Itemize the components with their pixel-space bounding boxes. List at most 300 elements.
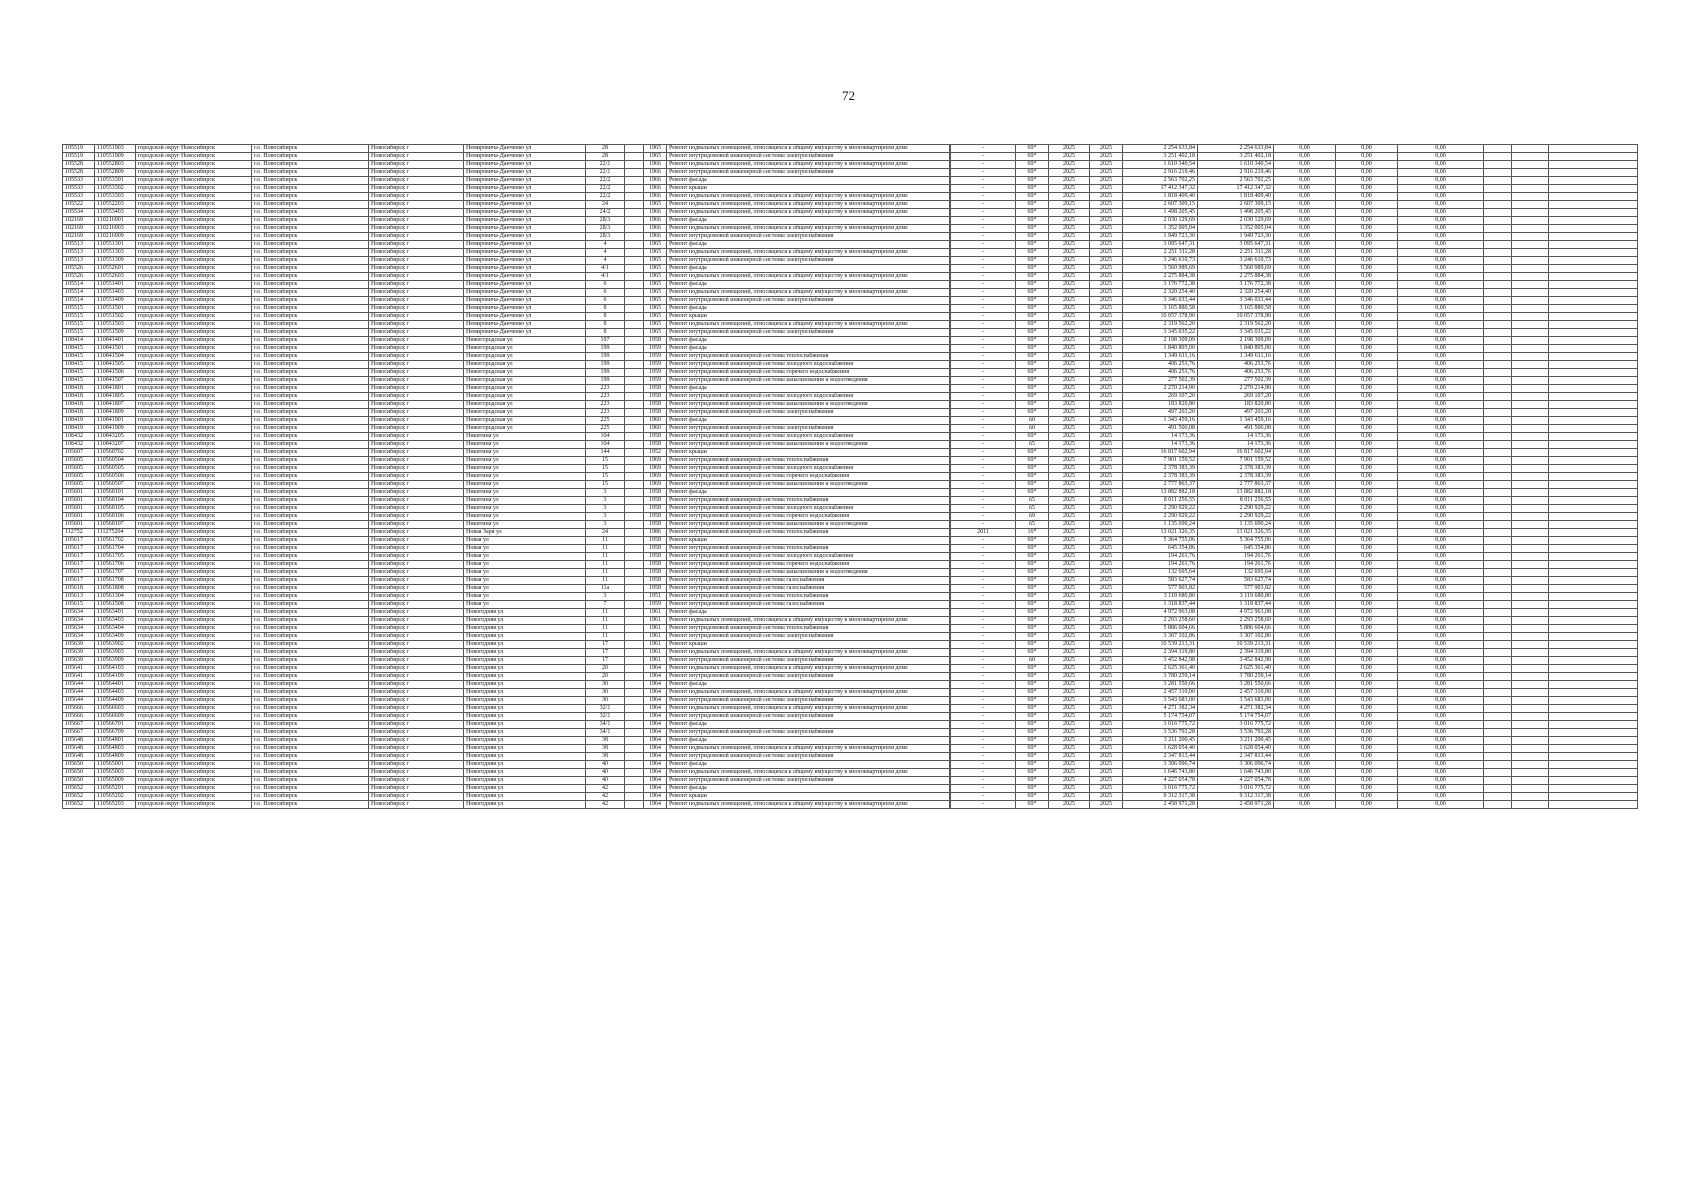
cell-fund-cost: 3 281 550,66 [1198,681,1274,689]
cell-work-id: 110565009 [95,777,136,785]
cell-extra-3 [1549,185,1638,193]
cell-work-type: Ремонт внутридомовой инженерной системы электроснабжения [667,697,950,705]
cell-municipal-district: городской округ Новосибирск [136,673,252,681]
cell-fund-cost: 4 972 963,08 [1198,609,1274,617]
cell-extra-1 [1484,745,1512,753]
cell-house-id: 105514 [63,281,95,289]
cell-building [625,353,644,361]
cell-street: Никитина ул [464,497,586,505]
cell-budget-regional: 0,00 [1336,193,1398,201]
cell-municipal-district: городской округ Новосибирск [136,281,252,289]
cell-house-id: 105601 [63,497,95,505]
cell-total-cost: 1 318 837,44 [1123,601,1198,609]
cell-plan-start-year: 2025 [1049,465,1090,473]
cell-house-id: 105639 [63,641,95,649]
cell-extra-3 [1549,665,1638,673]
cell-wear-percent: 69* [1016,681,1049,689]
cell-house-id: 112752 [63,529,95,537]
cell-house-number: 8 [586,329,625,337]
cell-house-number: 104 [586,433,625,441]
cell-building [625,729,644,737]
cell-extra-2 [1512,657,1549,665]
cell-work-type: Ремонт внутридомовой инженерной системы электроснабжения [667,729,950,737]
cell-wear-percent: 69* [1016,209,1049,217]
cell-extra-1 [1484,705,1512,713]
cell-plan-start-year: 2025 [1049,601,1090,609]
cell-plan-end-year: 2025 [1090,641,1123,649]
cell-build-year: 1958 [644,409,667,417]
cell-settlement: г.о. Новосибирск [252,673,369,681]
cell-settlement: г.о. Новосибирск [252,497,369,505]
cell-plan-start-year: 2025 [1049,257,1090,265]
cell-last-repair-year: - [951,761,1016,769]
cell-house-number: 6 [586,289,625,297]
table-row [63,177,1638,185]
table-row [63,641,1638,649]
cell-house-id: 108415 [63,345,95,353]
cell-street: Новогодняя ул [464,705,586,713]
cell-extra-2 [1512,321,1549,329]
cell-work-type: Ремонт внутридомовой инженерной системы электроснабжения [667,297,950,305]
cell-plan-end-year: 2025 [1090,553,1123,561]
cell-house-id: 105605 [63,473,95,481]
cell-wear-percent: 69* [1016,721,1049,729]
cell-municipal-district: городской округ Новосибирск [136,737,252,745]
cell-settlement: г.о. Новосибирск [252,617,369,625]
cell-budget-regional: 0,00 [1336,289,1398,297]
cell-building [625,761,644,769]
cell-wear-percent: 65 [1016,441,1049,449]
cell-locality: Новосибирск г [369,545,464,553]
cell-house-id: 108415 [63,361,95,369]
cell-plan-end-year: 2025 [1090,545,1123,553]
cell-fund-cost: 1 646 743,80 [1198,769,1274,777]
cell-building [625,145,644,153]
cell-extra-2 [1512,169,1549,177]
cell-settlement: г.о. Новосибирск [252,601,369,609]
cell-plan-end-year: 2025 [1090,449,1123,457]
cell-budget-local: 0,00 [1398,713,1484,721]
cell-settlement: г.о. Новосибирск [252,297,369,305]
cell-build-year: 1958 [644,489,667,497]
cell-building [625,585,644,593]
cell-build-year: 1966 [644,185,667,193]
cell-work-type: Ремонт крыши [667,641,950,649]
cell-work-id: 110843207 [95,441,136,449]
cell-extra-3 [1549,265,1638,273]
cell-last-repair-year: - [951,649,1016,657]
cell-municipal-district: городской округ Новосибирск [136,313,252,321]
cell-wear-percent: 69* [1016,713,1049,721]
cell-plan-end-year: 2025 [1090,737,1123,745]
cell-settlement: г.о. Новосибирск [252,281,369,289]
cell-street: Новогодняя ул [464,753,586,761]
cell-extra-1 [1484,481,1512,489]
cell-fund-cost: 277 502,39 [1198,377,1274,385]
cell-work-type: Ремонт фасада [667,241,950,249]
cell-extra-3 [1549,281,1638,289]
cell-municipal-district: городской округ Новосибирск [136,473,252,481]
cell-budget-regional: 0,00 [1336,513,1398,521]
cell-budget-federal: 0,00 [1274,793,1336,801]
cell-plan-end-year: 2025 [1090,745,1123,753]
cell-street: Новая ул [464,601,586,609]
cell-house-number: 144 [586,449,625,457]
cell-house-id: 105528 [63,169,95,177]
cell-fund-cost: 3 016 775,72 [1198,785,1274,793]
cell-budget-federal: 0,00 [1274,593,1336,601]
cell-budget-local: 0,00 [1398,609,1484,617]
cell-municipal-district: городской округ Новосибирск [136,689,252,697]
cell-build-year: 1958 [644,337,667,345]
cell-budget-local: 0,00 [1398,649,1484,657]
cell-wear-percent: 69* [1016,761,1049,769]
cell-building [625,225,644,233]
cell-work-type: Ремонт фасада [667,737,950,745]
cell-locality: Новосибирск г [369,313,464,321]
cell-plan-start-year: 2025 [1049,553,1090,561]
cell-extra-1 [1484,465,1512,473]
cell-settlement: г.о. Новосибирск [252,185,369,193]
cell-building [625,801,644,809]
cell-house-id: 105613 [63,593,95,601]
cell-budget-local: 0,00 [1398,529,1484,537]
cell-plan-start-year: 2025 [1049,425,1090,433]
cell-settlement: г.о. Новосибирск [252,505,369,513]
cell-budget-regional: 0,00 [1336,369,1398,377]
cell-plan-end-year: 2025 [1090,769,1123,777]
cell-fund-cost: 16 817 602,94 [1198,449,1274,457]
cell-budget-federal: 0,00 [1274,249,1336,257]
cell-work-id: 110551409 [95,297,136,305]
cell-house-number: 15 [586,473,625,481]
cell-house-id: 105522 [63,201,95,209]
cell-settlement: г.о. Новосибирск [252,521,369,529]
cell-fund-cost: 1 610 340,54 [1198,161,1274,169]
cell-extra-1 [1484,385,1512,393]
cell-street: Новогодняя ул [464,721,586,729]
cell-fund-cost: 5 886 604,66 [1198,625,1274,633]
cell-house-number: 4/1 [586,273,625,281]
cell-extra-3 [1549,793,1638,801]
cell-extra-2 [1512,793,1549,801]
cell-street: Новогодняя ул [464,689,586,697]
cell-extra-3 [1549,393,1638,401]
cell-locality: Новосибирск г [369,617,464,625]
cell-building [625,385,644,393]
cell-street: Немировича-Данченко ул [464,169,586,177]
cell-work-type: Ремонт крыши [667,449,950,457]
cell-plan-end-year: 2025 [1090,457,1123,465]
cell-extra-2 [1512,729,1549,737]
cell-building [625,377,644,385]
cell-house-id: 105652 [63,801,95,809]
cell-settlement: г.о. Новосибирск [252,193,369,201]
cell-fund-cost: 3 780 259,14 [1198,673,1274,681]
cell-municipal-district: городской округ Новосибирск [136,185,252,193]
cell-wear-percent: 69* [1016,161,1049,169]
cell-settlement: г.о. Новосибирск [252,681,369,689]
cell-budget-regional: 0,00 [1336,505,1398,513]
cell-plan-end-year: 2025 [1090,785,1123,793]
cell-municipal-district: городской округ Новосибирск [136,465,252,473]
cell-wear-percent: 69* [1016,337,1049,345]
cell-total-cost: 13 021 326,35 [1123,529,1198,537]
cell-fund-cost: 5 364 755,06 [1198,537,1274,545]
cell-municipal-district: городской округ Новосибирск [136,457,252,465]
cell-plan-end-year: 2025 [1090,425,1123,433]
cell-budget-regional: 0,00 [1336,433,1398,441]
cell-house-number: 22/1 [586,169,625,177]
cell-last-repair-year: - [951,625,1016,633]
cell-extra-2 [1512,713,1549,721]
table-row [63,385,1638,393]
cell-extra-2 [1512,177,1549,185]
cell-house-id: 105666 [63,713,95,721]
cell-settlement: г.о. Новосибирск [252,169,369,177]
cell-budget-local: 0,00 [1398,401,1484,409]
cell-settlement: г.о. Новосибирск [252,793,369,801]
cell-work-type: Ремонт внутридомовой инженерной системы электроснабжения [667,153,950,161]
cell-building [625,793,644,801]
cell-total-cost: 1 949 723,30 [1123,233,1198,241]
table-row [63,697,1638,705]
cell-settlement: г.о. Новосибирск [252,425,369,433]
cell-extra-3 [1549,753,1638,761]
cell-locality: Новосибирск г [369,697,464,705]
cell-extra-1 [1484,577,1512,585]
cell-budget-regional: 0,00 [1336,393,1398,401]
cell-extra-3 [1549,657,1638,665]
cell-extra-1 [1484,185,1512,193]
cell-budget-regional: 0,00 [1336,569,1398,577]
cell-extra-3 [1549,529,1638,537]
cell-plan-start-year: 2025 [1049,777,1090,785]
cell-extra-3 [1549,377,1638,385]
cell-plan-end-year: 2025 [1090,505,1123,513]
cell-budget-regional: 0,00 [1336,145,1398,153]
cell-municipal-district: городской округ Новосибирск [136,577,252,585]
cell-municipal-district: городской округ Новосибирск [136,505,252,513]
cell-plan-start-year: 2025 [1049,785,1090,793]
cell-settlement: г.о. Новосибирск [252,145,369,153]
cell-work-id: 110566603 [95,705,136,713]
cell-wear-percent: 69* [1016,361,1049,369]
cell-extra-2 [1512,217,1549,225]
cell-extra-1 [1484,793,1512,801]
cell-work-id: 110552601 [95,265,136,273]
cell-fund-cost: 1 343 459,16 [1198,417,1274,425]
cell-total-cost: 2 457 310,00 [1123,689,1198,697]
cell-budget-local: 0,00 [1398,465,1484,473]
cell-extra-1 [1484,537,1512,545]
cell-fund-cost: 2 270 214,90 [1198,385,1274,393]
cell-budget-federal: 0,00 [1274,617,1336,625]
cell-total-cost: 2 270 214,90 [1123,385,1198,393]
cell-settlement: г.о. Новосибирск [252,625,369,633]
cell-extra-3 [1549,785,1638,793]
cell-locality: Новосибирск г [369,361,464,369]
table-row [63,201,1638,209]
cell-street: Нижегородская ул [464,345,586,353]
cell-settlement: г.о. Новосибирск [252,753,369,761]
cell-fund-cost: 491 506,08 [1198,425,1274,433]
cell-house-id: 105644 [63,689,95,697]
cell-work-id: 110565202 [95,793,136,801]
cell-extra-1 [1484,609,1512,617]
cell-budget-federal: 0,00 [1274,585,1336,593]
cell-extra-2 [1512,401,1549,409]
cell-wear-percent: 69* [1016,169,1049,177]
cell-build-year: 1961 [644,625,667,633]
cell-fund-cost: 2 030 129,69 [1198,217,1274,225]
cell-house-id: 105605 [63,457,95,465]
cell-house-id: 105515 [63,329,95,337]
cell-plan-end-year: 2025 [1090,649,1123,657]
cell-budget-federal: 0,00 [1274,777,1336,785]
cell-wear-percent: 69* [1016,593,1049,601]
cell-work-id: 110561705 [95,553,136,561]
cell-work-id: 110564801 [95,737,136,745]
cell-locality: Новосибирск г [369,753,464,761]
cell-house-number: 40 [586,769,625,777]
cell-extra-3 [1549,545,1638,553]
cell-fund-cost: 1 349 611,16 [1198,353,1274,361]
cell-plan-end-year: 2025 [1090,257,1123,265]
cell-house-id: 105644 [63,697,95,705]
cell-budget-local: 0,00 [1398,409,1484,417]
cell-last-repair-year: - [951,609,1016,617]
cell-build-year: 1958 [644,553,667,561]
cell-plan-end-year: 2025 [1090,153,1123,161]
cell-last-repair-year: - [951,345,1016,353]
cell-house-id: 105652 [63,793,95,801]
cell-wear-percent: 69* [1016,577,1049,585]
cell-budget-local: 0,00 [1398,665,1484,673]
cell-settlement: г.о. Новосибирск [252,513,369,521]
cell-street: Немировича-Данченко ул [464,313,586,321]
cell-extra-1 [1484,313,1512,321]
cell-work-id: 110560702 [95,449,136,457]
cell-fund-cost: 497 203,20 [1198,409,1274,417]
cell-work-id: 110841801 [95,385,136,393]
cell-plan-start-year: 2025 [1049,265,1090,273]
cell-budget-local: 0,00 [1398,801,1484,809]
cell-budget-local: 0,00 [1398,217,1484,225]
cell-locality: Новосибирск г [369,577,464,585]
cell-extra-3 [1549,465,1638,473]
cell-extra-1 [1484,505,1512,513]
cell-plan-end-year: 2025 [1090,729,1123,737]
table-row [63,553,1638,561]
cell-work-id: 110216901 [95,217,136,225]
cell-build-year: 1964 [644,705,667,713]
cell-building [625,737,644,745]
cell-extra-2 [1512,241,1549,249]
cell-locality: Новосибирск г [369,521,464,529]
cell-extra-2 [1512,433,1549,441]
cell-work-type: Ремонт подвальных помещений, относящихся к общему имуществу в многоквартирном доме [667,617,950,625]
cell-build-year: 1966 [644,169,667,177]
cell-plan-end-year: 2025 [1090,145,1123,153]
cell-work-type: Ремонт фасада [667,265,950,273]
cell-build-year: 1964 [644,745,667,753]
cell-budget-local: 0,00 [1398,785,1484,793]
cell-budget-local: 0,00 [1398,241,1484,249]
cell-wear-percent: 69* [1016,769,1049,777]
cell-municipal-district: городской округ Новосибирск [136,489,252,497]
cell-budget-federal: 0,00 [1274,737,1336,745]
cell-build-year: 1966 [644,177,667,185]
cell-fund-cost: 2 458 971,28 [1198,801,1274,809]
cell-build-year: 1965 [644,201,667,209]
cell-locality: Новосибирск г [369,689,464,697]
cell-wear-percent: 69* [1016,305,1049,313]
cell-building [625,673,644,681]
table-row [63,409,1638,417]
cell-build-year: 1959 [644,601,667,609]
cell-plan-start-year: 2025 [1049,521,1090,529]
cell-last-repair-year: - [951,385,1016,393]
cell-wear-percent: 69* [1016,609,1049,617]
cell-wear-percent: 69* [1016,641,1049,649]
cell-budget-federal: 0,00 [1274,289,1336,297]
cell-plan-start-year: 2025 [1049,769,1090,777]
cell-extra-2 [1512,673,1549,681]
cell-settlement: г.о. Новосибирск [252,201,369,209]
cell-house-number: 199 [586,369,625,377]
cell-extra-3 [1549,385,1638,393]
table-row [63,241,1638,249]
cell-build-year: 1965 [644,241,667,249]
cell-fund-cost: 3 016 775,72 [1198,721,1274,729]
cell-total-cost: 3 095 647,31 [1123,241,1198,249]
cell-house-number: 104 [586,441,625,449]
cell-settlement: г.о. Новосибирск [252,345,369,353]
cell-plan-end-year: 2025 [1090,593,1123,601]
cell-locality: Новосибирск г [369,609,464,617]
cell-last-repair-year: - [951,713,1016,721]
table-row [63,185,1638,193]
cell-budget-regional: 0,00 [1336,649,1398,657]
cell-extra-3 [1549,201,1638,209]
cell-extra-3 [1549,705,1638,713]
cell-extra-2 [1512,305,1549,313]
cell-wear-percent: 69* [1016,449,1049,457]
cell-plan-start-year: 2025 [1049,313,1090,321]
table-row [63,401,1638,409]
cell-house-id: 105650 [63,761,95,769]
cell-house-id: 108415 [63,369,95,377]
cell-wear-percent: 69* [1016,473,1049,481]
table-row [63,625,1638,633]
cell-budget-regional: 0,00 [1336,617,1398,625]
cell-plan-end-year: 2025 [1090,761,1123,769]
cell-total-cost: 16 817 602,94 [1123,449,1198,457]
cell-settlement: г.о. Новосибирск [252,665,369,673]
cell-budget-regional: 0,00 [1336,489,1398,497]
cell-house-id: 105607 [63,449,95,457]
table-row [63,153,1638,161]
cell-work-id: 110566709 [95,729,136,737]
cell-budget-federal: 0,00 [1274,409,1336,417]
cell-house-id: 105644 [63,681,95,689]
cell-build-year: 1958 [644,497,667,505]
cell-budget-local: 0,00 [1398,433,1484,441]
cell-work-type: Ремонт фасада [667,761,950,769]
table-row [63,753,1638,761]
cell-house-number: 22/2 [586,185,625,193]
